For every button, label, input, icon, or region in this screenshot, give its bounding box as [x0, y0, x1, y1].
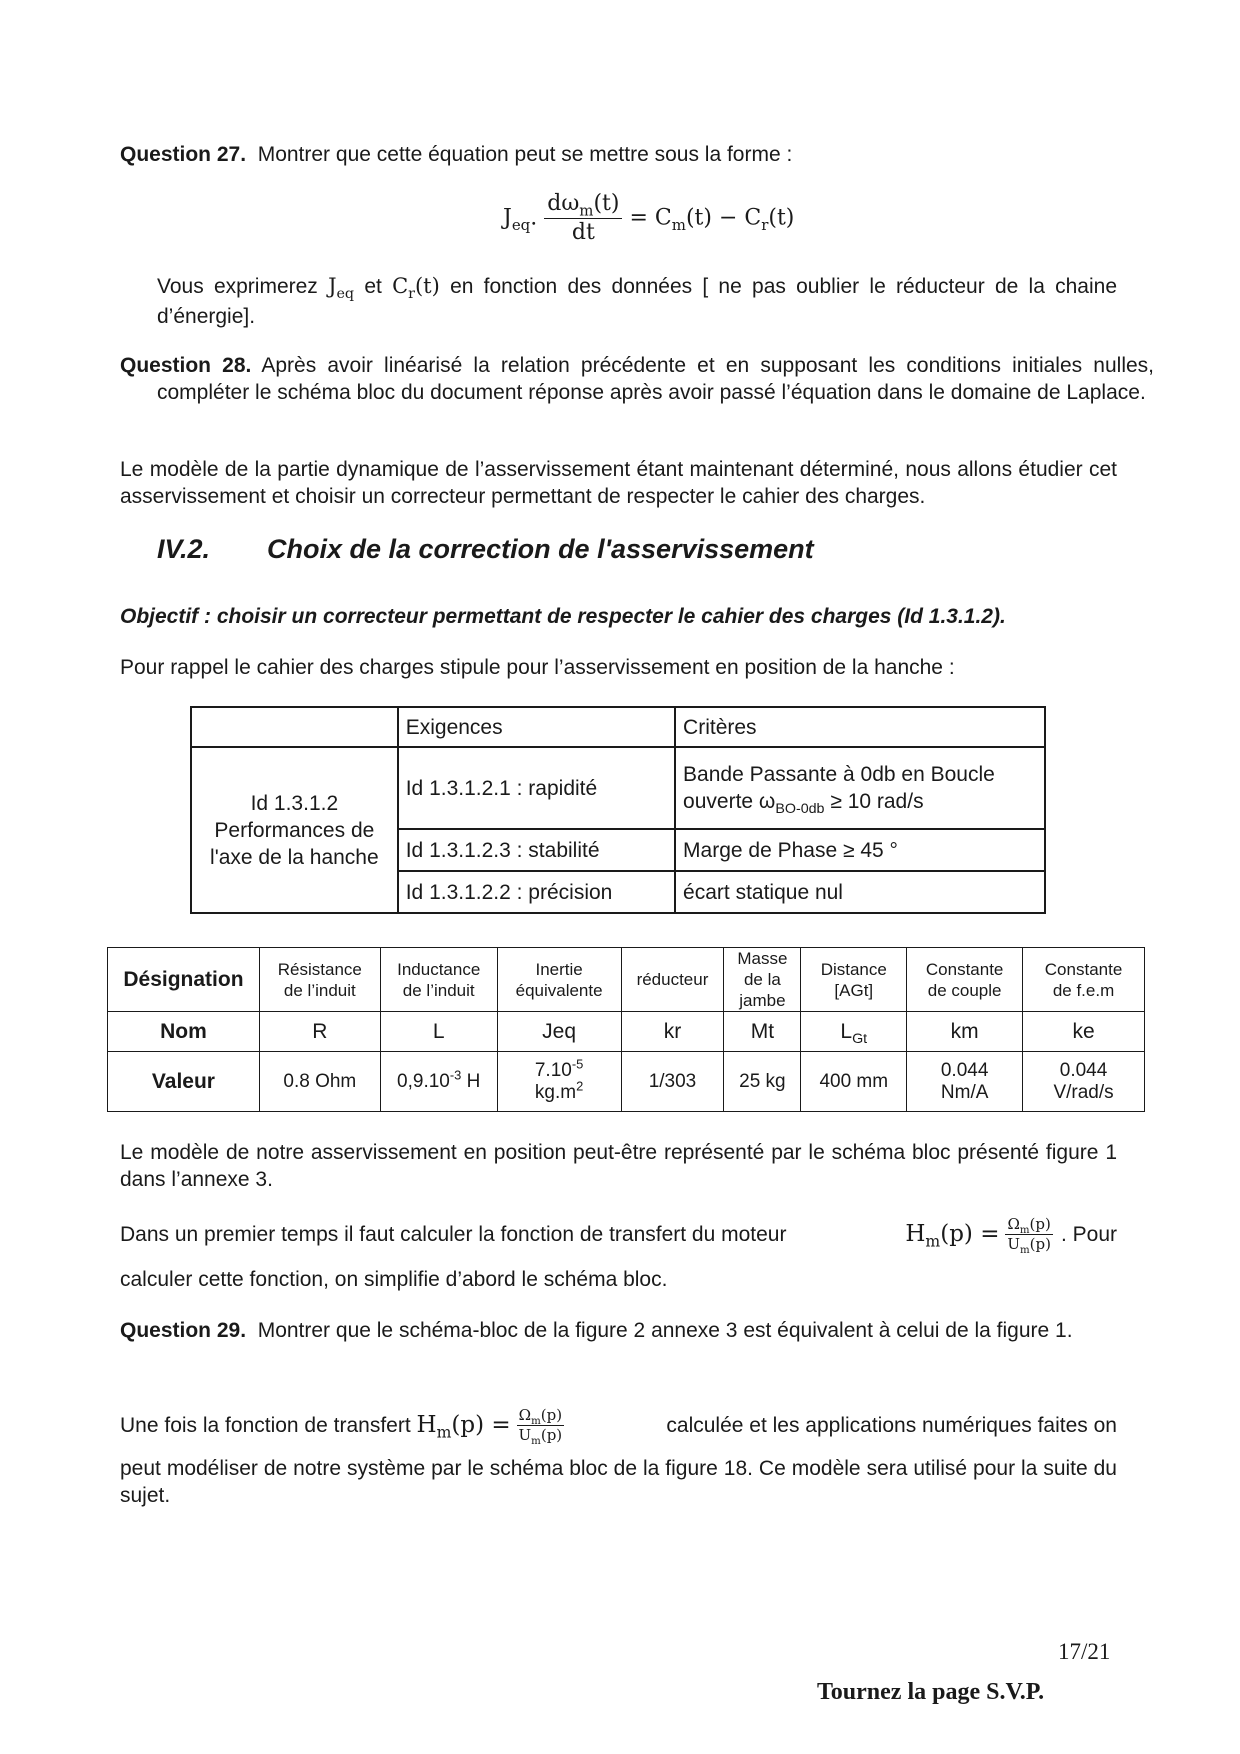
spec-nom-km: km: [907, 1012, 1023, 1052]
spec-nom-ke: ke: [1023, 1012, 1145, 1052]
spec-header-inertie: Inertie équivalente: [497, 948, 621, 1012]
specifications-table: [107, 947, 1145, 1112]
equation-27-fraction: $\frac{d\omega_m(t)}{dt}$: [544, 190, 622, 247]
paragraph-final-line1: Une fois la fonction de transfert $H_m(p)$ = $\frac{\Omega_m(p)}{U_m(p)}$ calculée et les applications numériques faites on: [120, 1406, 1117, 1447]
spec-valeur-r: 0.8 Ohm: [259, 1052, 380, 1112]
spec-valeur-km: 0.044 Nm/A: [907, 1052, 1023, 1112]
spec-header-distance: Distance [AGt]: [801, 948, 907, 1012]
spec-header-couple: Constante de couple: [907, 948, 1023, 1012]
question-27-text: Montrer que cette équation peut se mettre sous la forme :: [257, 143, 793, 166]
req-row3-exigence: Id 1.3.1.2.2 : précision: [398, 871, 675, 913]
question-27: [120, 141, 1130, 168]
paragraph-schema: Le modèle de notre asservissement en position peut-être représenté par le schéma bloc présenté figure 1 dans l’annexe 3.: [120, 1141, 1117, 1191]
paragraph-final-lead: Une fois la fonction de transfert $H_m(p)$ = $\frac{\Omega_m(p)}{U_m(p)}$: [120, 1406, 563, 1447]
spec-nom-lgt: $L_{Gt}$: [801, 1012, 907, 1052]
transfer-function-formula: $H_m(p)$ = $\frac{\Omega_m(p)}{U_m(p)}$ . Pour: [905, 1215, 1117, 1256]
question-28-label: Question 28.: [120, 354, 252, 377]
spec-valeur-kr: 1/303: [621, 1052, 724, 1112]
requirements-table: [190, 706, 1046, 914]
question-28: [120, 352, 1154, 406]
spec-valeur-mt: 25 kg: [724, 1052, 801, 1112]
spec-nom-r: R: [259, 1012, 380, 1052]
spec-nom-jeq: Jeq: [497, 1012, 621, 1052]
section-title: Choix de la correction de l'asservissement: [267, 534, 814, 564]
section-number: IV.2.: [157, 534, 211, 564]
req-row1-exigence: Id 1.3.1.2.1 : rapidité: [398, 747, 675, 829]
turn-page-note: Tournez la page S.V.P.: [817, 1679, 1045, 1705]
question-27-followup: Vous exprimerez $J_{eq}$ et $C_r(t)$ en fonction des données [ ne pas oublier le réducteur de la chaine d’énergie].: [157, 274, 1118, 328]
spec-row-label-valeur: Valeur: [108, 1052, 260, 1112]
req-row2-exigence: Id 1.3.1.2.3 : stabilité: [398, 829, 675, 871]
req-row2-critere: Marge de Phase ≥ 45 °: [675, 829, 1045, 871]
spec-row-label-nom: Nom: [108, 1012, 260, 1052]
paragraph-final-rest: peut modéliser de notre système par le schéma bloc de la figure 18. Ce modèle sera utilisé pour la suite du sujet.: [120, 1457, 1117, 1507]
equation-27: $J_{eq}$. $\frac{d\omega_m(t)}{dt}$ = $C_m(t) - C_r(t)$: [503, 191, 795, 245]
req-header-exigences: Exigences: [398, 707, 675, 747]
question-29-text: Montrer que le schéma-bloc de la figure 2 annexe 3 est équivalent à celui de la figure 1.: [257, 1319, 1073, 1342]
req-header-empty: [191, 707, 398, 747]
spec-valeur-jeq: $7.10^{-5}$ $kg.m^2$: [497, 1052, 621, 1112]
section-heading: [157, 532, 814, 566]
req-header-criteres: Critères: [675, 707, 1045, 747]
question-29-label: Question 29.: [120, 1319, 247, 1342]
objective: Objectif : choisir un correcteur permettant de respecter le cahier des charges (Id 1.3.1.2).: [120, 605, 1006, 628]
req-row1-critere: Bande Passante à 0db en Boucle ouverte $\omega_{BO-0db} \ge 10$ rad/s: [675, 747, 1045, 829]
question-28-text: Après avoir linéarisé la relation précédente et en supposant les conditions initiales nulles, compléter le schéma bloc du document réponse après avoir passé l’équation dans le domaine de Laplace.: [157, 354, 1154, 404]
req-group-cell: Id 1.3.1.2 Performances de l'axe de la hanche: [191, 747, 398, 913]
paragraph-transfer-line1: Dans un premier temps il faut calculer la fonction de transfert du moteur $H_m(p)$ = $\frac{\Omega_m(p)}{U_m(p)}$ . Pour: [120, 1215, 1117, 1256]
paragraph-model: Le modèle de la partie dynamique de l’asservissement étant maintenant déterminé, nous allons étudier cet asservissement et choisir un correcteur permettant de respecter le cahier des charges.: [120, 458, 1117, 508]
spec-nom-mt: Mt: [724, 1012, 801, 1052]
spec-header-inductance: Inductance de l’induit: [380, 948, 497, 1012]
spec-valeur-lgt: 400 mm: [801, 1052, 907, 1112]
req-row3-critere: écart statique nul: [675, 871, 1045, 913]
spec-header-resistance: Résistance de l’induit: [259, 948, 380, 1012]
spec-header-reducteur: réducteur: [621, 948, 724, 1012]
spec-nom-l: L: [380, 1012, 497, 1052]
paragraph-transfer-line2: calculer cette fonction, on simplifie d’abord le schéma bloc.: [120, 1268, 668, 1291]
spec-valeur-ke: 0.044 V/rad/s: [1023, 1052, 1145, 1112]
page-number: 17/21: [1058, 1639, 1111, 1664]
question-27-label: Question 27.: [120, 143, 247, 166]
spec-header-masse: Masse de la jambe: [724, 948, 801, 1012]
question-29: [120, 1317, 1117, 1344]
spec-valeur-l: $0,9.10^{-3}$ H: [380, 1052, 497, 1112]
spec-header-designation: Désignation: [108, 948, 260, 1012]
spec-nom-kr: kr: [621, 1012, 724, 1052]
recall-paragraph: Pour rappel le cahier des charges stipule pour l’asservissement en position de la hanche :: [120, 656, 955, 679]
spec-header-fem: Constante de f.e.m: [1023, 948, 1145, 1012]
